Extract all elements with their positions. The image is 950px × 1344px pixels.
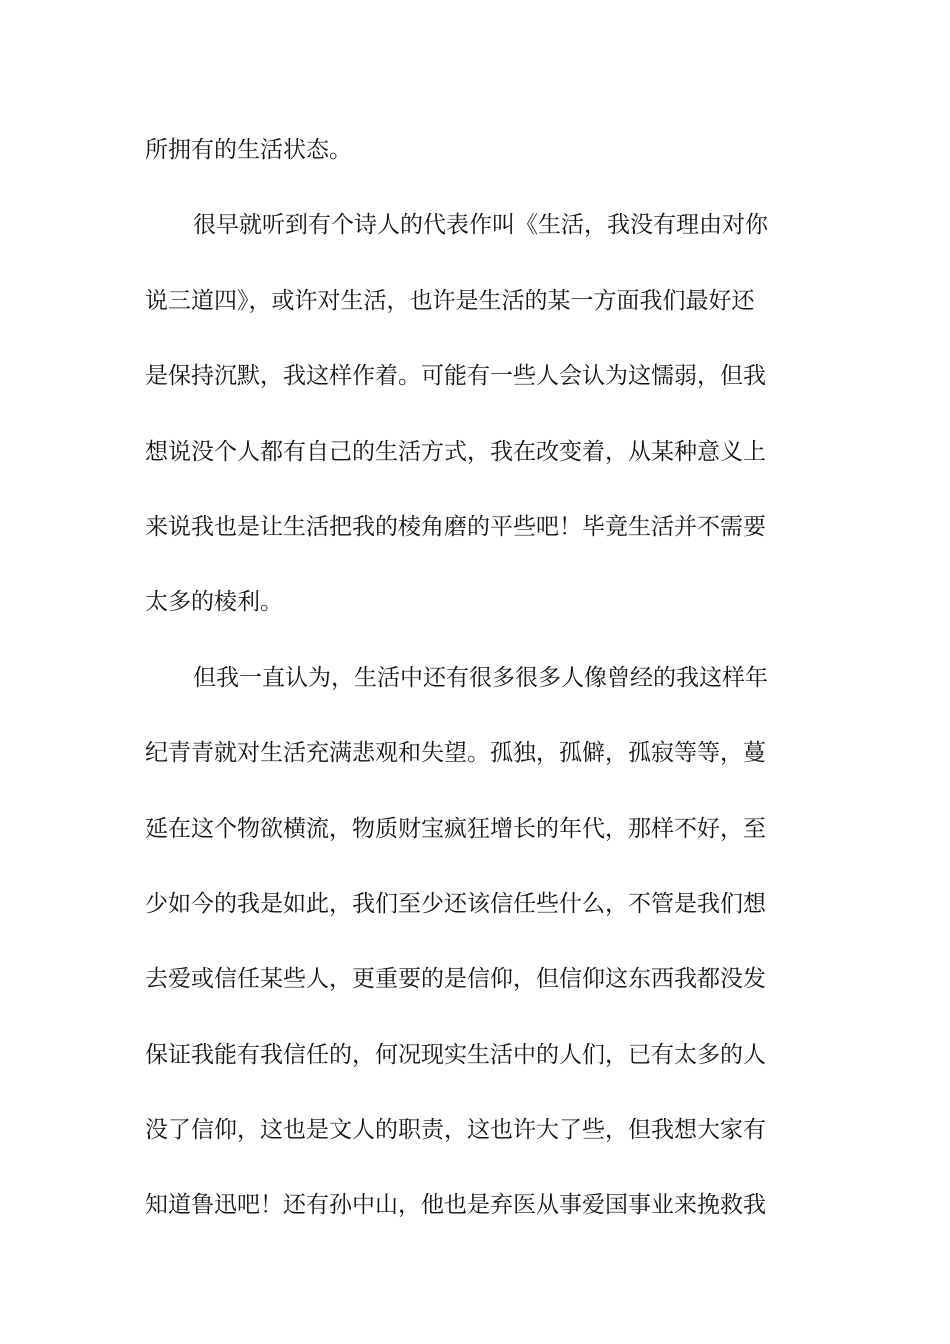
text-line: 所拥有的生活状态。 bbox=[145, 137, 352, 163]
text-line: 来说我也是让生活把我的棱角磨的平些吧！毕竟生活并不需要 bbox=[145, 513, 766, 540]
paragraph-first-line: 但我一直认为，生活中还有很多很多人像曾经的我这样年 bbox=[193, 664, 768, 691]
text-line: 是保持沉默，我这样作着。可能有一些人会认为这懦弱，但我 bbox=[145, 363, 766, 390]
text-line: 延在这个物欲横流，物质财宝疯狂增长的年代，那样不好，至 bbox=[145, 815, 766, 842]
text-line: 太多的棱利。 bbox=[145, 589, 283, 616]
text-line: 说三道四》，或许对生活，也许是生活的某一方面我们最好还 bbox=[145, 287, 755, 314]
body-text bbox=[145, 127, 807, 1258]
text-line: 保证我能有我信任的，何况现实生活中的人们，已有太多的人 bbox=[145, 1041, 766, 1068]
text-line: 没了信仰，这也是文人的职责，这也许大了些，但我想大家有 bbox=[145, 1117, 766, 1144]
paragraph-first-line: 很早就听到有个诗人的代表作叫《生活，我没有理由对你 bbox=[193, 212, 768, 239]
text-line: 想说没个人都有自己的生活方式，我在改变着，从某种意义上 bbox=[145, 438, 766, 465]
text-line: 少如今的我是如此，我们至少还该信任些什么，不管是我们想 bbox=[145, 890, 766, 917]
text-line: 去爱或信任某些人，更重要的是信仰，但信仰这东西我都没发 bbox=[145, 966, 766, 993]
text-line: 知道鲁迅吧！还有孙中山，他也是弃医从事爱国事业来挽救我 bbox=[145, 1192, 766, 1219]
text-line: 纪青青就对生活充满悲观和失望。孤独，孤僻，孤寂等等，蔓 bbox=[145, 740, 766, 767]
